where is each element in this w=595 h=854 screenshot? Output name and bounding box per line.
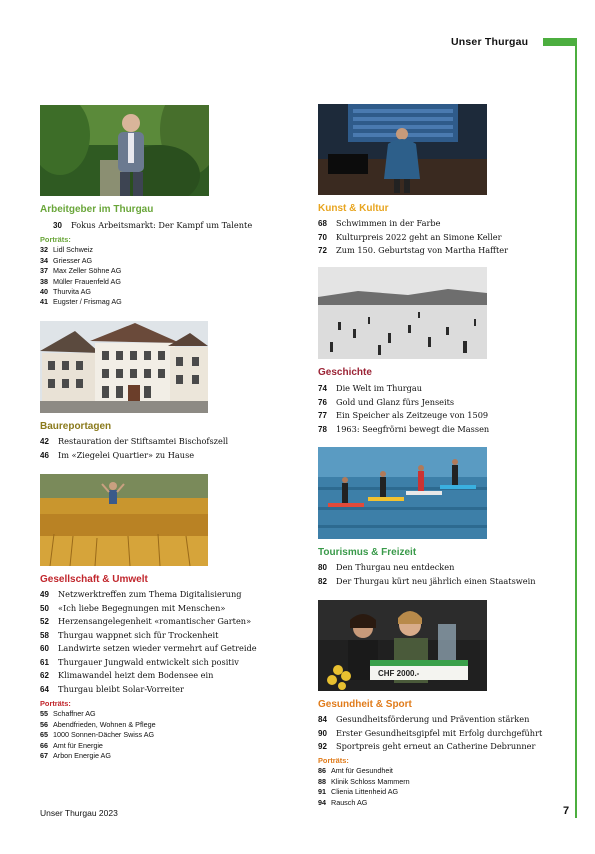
toc-entry: 64 Thurgau bleibt Solar-Vorreiter [40, 683, 184, 694]
toc-entry: 30 Fokus Arbeitsmarkt: Der Kampf um Talente [53, 220, 253, 230]
toc-entry: 61 Thurgauer Jungwald entwickelt sich positiv [40, 656, 239, 667]
photo-sport-award [318, 600, 487, 691]
cheque-amount: CHF 2000.- [378, 669, 420, 678]
toc-gesellschaft [40, 588, 257, 696]
toc-geschichte [318, 382, 489, 436]
toc-baureportagen [40, 435, 228, 462]
toc-tourismus [318, 561, 536, 588]
toc-entry: 77 Ein Speicher als Zeitzeuge von 1509 [318, 410, 489, 420]
portraits-label: Porträts: [40, 699, 71, 708]
section-title-kultur: Kunst & Kultur [318, 203, 389, 214]
photo-portrait-man [40, 105, 209, 196]
toc-entry: 50 «Ich liebe Begegnungen mit Menschen» [40, 602, 226, 613]
toc-entry: 92 Sportpreis geht erneut an Catherine Debrunner [318, 741, 536, 751]
portraits-arbeitgeber [40, 235, 122, 308]
toc-entry: 78 1963: Seegfrörni bewegt die Massen [318, 423, 490, 434]
toc-entry: 74 Die Welt im Thurgau [318, 383, 423, 393]
toc-entry: 60 Landwirte setzen wieder vermehrt auf Getreide [40, 643, 257, 653]
toc-entry: 90 Erster Gesundheitsgipfel mit Erfolg durchgeführt [318, 727, 543, 738]
photo-frozen-lake [318, 267, 487, 359]
toc-entry: 42 Restauration der Stiftsamtei Bischofszell [40, 436, 229, 446]
toc-arbeitgeber [53, 219, 252, 233]
portraits-gesundheit [318, 756, 410, 808]
portrait-entry: 91 Clienia Littenheid AG [318, 787, 399, 797]
toc-entry: 49 Netzwerktreffen zum Thema Digitalisierung [40, 589, 242, 599]
portrait-entry: 38 Müller Frauenfeld AG [40, 276, 121, 286]
toc-gesundheit [318, 713, 542, 754]
toc-entry: 68 Schwimmen in der Farbe [318, 218, 441, 228]
portrait-entry: 37 Max Zeller Söhne AG [40, 266, 122, 276]
portrait-entry: 32 Lidl Schweiz [40, 245, 93, 255]
photo-concert-hall [318, 104, 487, 195]
toc-entry: 82 Der Thurgau kürt neu jährlich einen Staatswein [318, 575, 536, 586]
running-header: Unser Thurgau [451, 36, 529, 48]
header-accent-bar [543, 38, 577, 46]
page-number: 7 [563, 805, 570, 817]
portrait-entry: 65 1000 Sonnen-Dächer Swiss AG [40, 730, 155, 740]
portrait-entry: 40 Thurvita AG [40, 287, 91, 297]
portrait-entry: 41 Eugster / Frismag AG [40, 297, 122, 307]
photo-paddle-race [318, 447, 487, 539]
section-title-baureportagen: Baureportagen [40, 421, 112, 432]
toc-entry: 58 Thurgau wappnet sich für Trockenheit [40, 629, 219, 640]
toc-entry: 52 Herzensangelegenheit «romantischer Garten» [40, 616, 252, 626]
section-title-geschichte: Geschichte [318, 367, 372, 378]
toc-entry: 72 Zum 150. Geburtstag von Martha Haffter [318, 245, 509, 255]
portrait-entry: 86 Amt für Gesundheit [318, 766, 393, 776]
toc-entry: 76 Gold und Glanz fürs Jenseits [318, 396, 455, 407]
portrait-entry: 34 Griesser AG [40, 255, 93, 265]
toc-entry: 80 Den Thurgau neu entdecken [318, 562, 455, 572]
portraits-gesellschaft [40, 699, 156, 761]
section-title-arbeitgeber: Arbeitgeber im Thurgau [40, 204, 154, 215]
portrait-entry: 55 Schaffner AG [40, 709, 96, 719]
page-edge-line [575, 38, 577, 818]
toc-entry: 84 Gesundheitsförderung und Prävention stärken [318, 714, 530, 724]
portrait-entry: 67 Arbon Energie AG [40, 751, 111, 761]
photo-wheat-field [40, 474, 208, 566]
portrait-entry: 66 Amt für Energie [40, 740, 103, 750]
section-title-gesellschaft: Gesellschaft & Umwelt [40, 574, 148, 585]
footer-publication: Unser Thurgau 2023 [40, 808, 118, 818]
portraits-label: Porträts: [318, 756, 349, 765]
section-title-gesundheit: Gesundheit & Sport [318, 699, 412, 710]
portrait-entry: 88 Klinik Schloss Mammern [318, 776, 410, 786]
portrait-entry: 56 Abendfrieden, Wohnen & Pflege [40, 719, 156, 729]
photo-historic-houses [40, 321, 208, 413]
portrait-entry: 94 Rausch AG [318, 797, 368, 807]
section-title-tourismus: Tourismus & Freizeit [318, 547, 417, 558]
toc-entry: 70 Kulturpreis 2022 geht an Simone Keller [318, 231, 502, 242]
toc-entry: 46 Im «Ziegelei Quartier» zu Hause [40, 449, 195, 460]
toc-entry: 62 Klimawandel heizt dem Bodensee ein [40, 670, 214, 680]
toc-kultur [318, 217, 508, 258]
portraits-label: Porträts: [40, 235, 71, 244]
